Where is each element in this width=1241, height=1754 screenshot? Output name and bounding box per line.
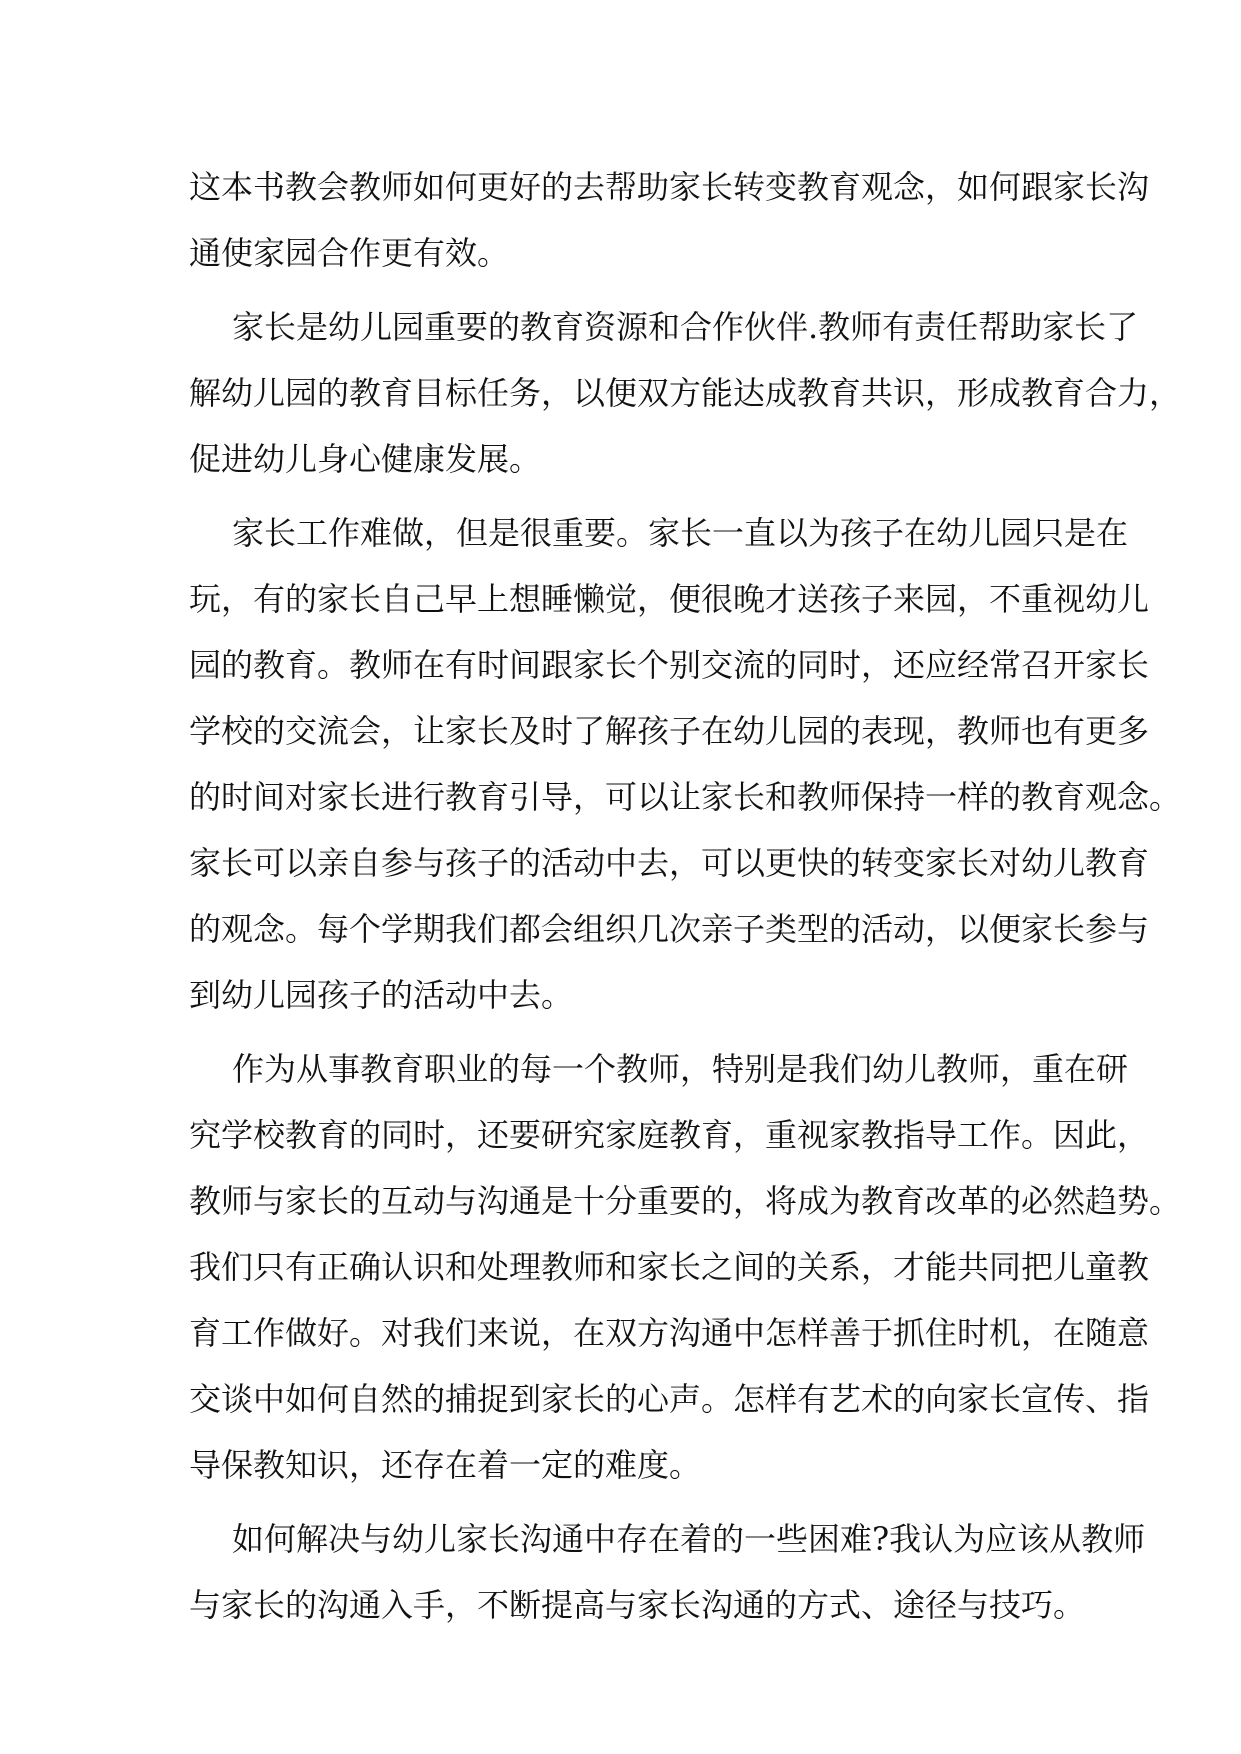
text-line: 家长工作难做，但是很重要。家长一直以为孩子在幼儿园只是在 bbox=[232, 514, 1129, 552]
text-line: 的观念。每个学期我们都会组织几次亲子类型的活动，以便家长参与 bbox=[189, 910, 1150, 948]
text-line: 交谈中如何自然的捕捉到家长的心声。怎样有艺术的向家长宣传、指 bbox=[189, 1380, 1150, 1418]
text-line: 的时间对家长进行教育引导，可以让家长和教师保持一样的教育观念。 bbox=[189, 778, 1182, 816]
text-line: 教师与家长的互动与沟通是十分重要的，将成为教育改革的必然趋势。 bbox=[189, 1182, 1182, 1220]
text-line: 作为从事教育职业的每一个教师，特别是我们幼儿教师，重在研 bbox=[232, 1050, 1129, 1088]
body-text bbox=[189, 160, 1182, 1644]
text-line: 园的教育。教师在有时间跟家长个别交流的同时，还应经常召开家长 bbox=[189, 646, 1150, 684]
text-line: 如何解决与幼儿家长沟通中存在着的一些困难?我认为应该从教师 bbox=[232, 1520, 1146, 1558]
text-line: 我们只有正确认识和处理教师和家长之间的关系，才能共同把儿童教 bbox=[189, 1248, 1150, 1286]
text-line: 育工作做好。对我们来说，在双方沟通中怎样善于抓住时机，在随意 bbox=[189, 1314, 1150, 1352]
text-line: 究学校教育的同时，还要研究家庭教育，重视家教指导工作。因此， bbox=[189, 1116, 1150, 1154]
text-line: 导保教知识，还存在着一定的难度。 bbox=[189, 1446, 702, 1484]
text-line: 玩，有的家长自己早上想睡懒觉，便很晚才送孩子来园，不重视幼儿 bbox=[189, 580, 1150, 618]
text-line: 促进幼儿身心健康发展。 bbox=[189, 440, 542, 478]
text-line: 到幼儿园孩子的活动中去。 bbox=[189, 976, 574, 1014]
text-line: 这本书教会教师如何更好的去帮助家长转变教育观念，如何跟家长沟 bbox=[189, 168, 1150, 206]
text-line: 家长是幼儿园重要的教育资源和合作伙伴.教师有责任帮助家长了 bbox=[232, 308, 1139, 346]
text-line: 通使家园合作更有效。 bbox=[189, 234, 510, 272]
text-line: 家长可以亲自参与孩子的活动中去，可以更快的转变家长对幼儿教育 bbox=[189, 844, 1150, 882]
text-line: 解幼儿园的教育目标任务，以便双方能达成教育共识，形成教育合力， bbox=[189, 374, 1182, 412]
text-line: 与家长的沟通入手，不断提高与家长沟通的方式、途径与技巧。 bbox=[189, 1586, 1086, 1624]
text-line: 学校的交流会，让家长及时了解孩子在幼儿园的表现，教师也有更多 bbox=[189, 712, 1150, 750]
